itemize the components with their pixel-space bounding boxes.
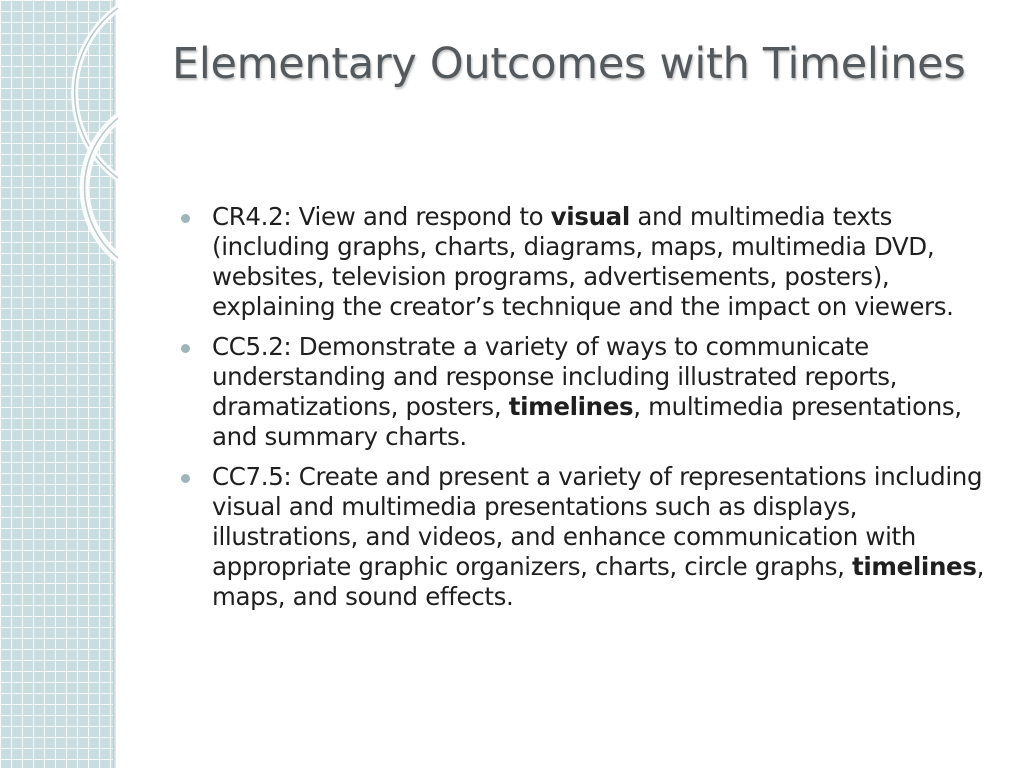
bullet-item-cc7-5	[180, 462, 990, 612]
bullet-item-cc5-2	[180, 332, 990, 452]
bullet-text: CC7.5: Create and present a variety of representations including visual and multimedia presentations such as displays, illustrations, and videos, and enhance communication with appropriate graphic organizers, charts, circle graphs,	[212, 462, 983, 581]
slide-title: Elementary Outcomes with Timelines	[172, 39, 966, 89]
bullet-bold-term: timelines	[508, 392, 634, 421]
bullet-dot-icon	[181, 344, 190, 353]
bullet-text: CR4.2: View and respond to	[212, 202, 551, 231]
decorative-rings-icon	[0, 0, 140, 300]
bullet-list	[180, 202, 990, 622]
bullet-text: CC5.2: Demonstrate a variety of ways to communicate understanding and response including illustrated reports, dramatizations, posters,	[212, 332, 898, 421]
bullet-text: , multimedia presentations, and summary charts.	[212, 392, 962, 451]
bullet-dot-icon	[181, 214, 190, 223]
bullet-text: , maps, and sound effects.	[212, 552, 985, 611]
bullet-text: and multimedia texts (including graphs, charts, diagrams, maps, multimedia DVD, websites, television programs, advertisements, posters), explaining the creator’s technique and the impact on viewers.	[212, 202, 954, 321]
bullet-bold-term: timelines	[852, 552, 977, 581]
bullet-item-cr4-2	[180, 202, 990, 322]
bullet-dot-icon	[181, 474, 190, 483]
bullet-bold-term: visual	[550, 202, 630, 231]
